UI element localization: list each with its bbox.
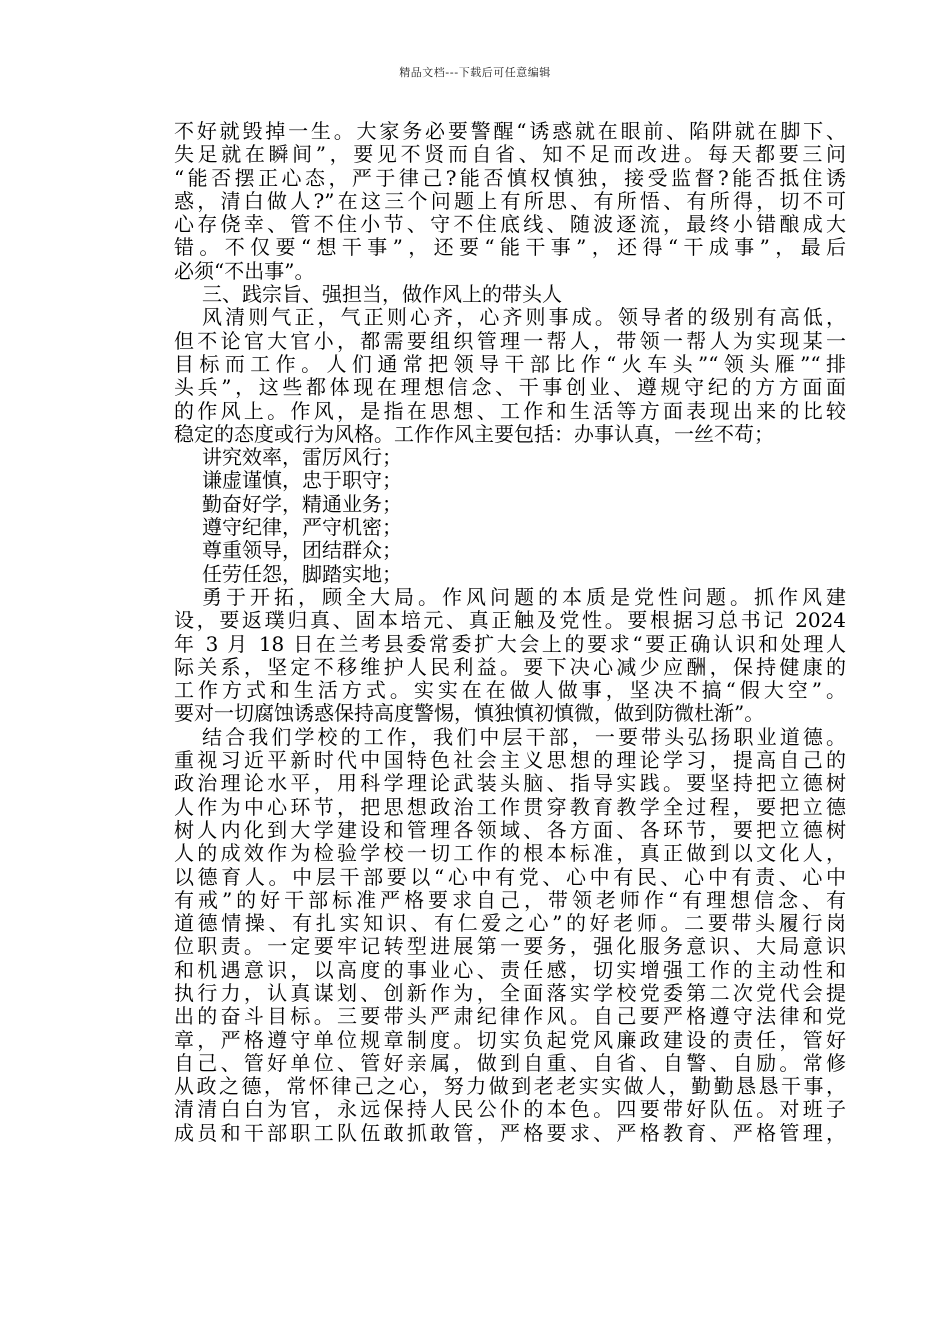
- text-line: 人的成效作为检验学校一切工作的根本标准，真正做到以文化人，: [174, 841, 846, 866]
- text-line: 风清则气正，气正则心齐，心齐则事成。领导者的级别有高低，: [202, 305, 846, 330]
- text-line: 结合我们学校的工作，我们中层干部，一要带头弘扬职业道德。: [202, 724, 846, 749]
- text-line: 的作风上。作风，是指在思想、工作和生活等方面表现出来的比较: [174, 398, 846, 423]
- text-line: 从政之德，常怀律己之心，努力做到老老实实做人，勤勤恳恳干事，: [174, 1074, 846, 1099]
- text-line: 错。不仅要“想干事”，还要“能干事”，还得“干成事”，最后: [174, 235, 846, 260]
- text-line: “能否摆正心态，严于律己?能否慎权慎独，接受监督?能否抵住诱: [174, 165, 846, 190]
- text-line: 政治理论水平，用科学理论武装头脑、指导实践。要坚持把立德树: [174, 771, 846, 796]
- document-body: [174, 120, 846, 1145]
- text-line: 年 3 月 18 日在兰考县委常委扩大会上的要求“要正确认识和处理人: [174, 631, 846, 656]
- text-line: 不好就毁掉一生。大家务必要警醒“诱惑就在眼前、陷阱就在脚下、: [174, 119, 846, 143]
- text-line: 稳定的态度或行为风格。工作作风主要包括：办事认真，一丝不苟；: [174, 421, 774, 446]
- text-line: 出的奋斗目标。三要带头严肃纪律作风。自己要严格遵守法律和党: [174, 1004, 846, 1029]
- text-line: 树人内化到大学建设和管理各领域、各方面、各环节，要把立德树: [174, 817, 846, 842]
- text-line: 章，严格遵守单位规章制度。切实负起党风廉政建设的责任，管好: [174, 1027, 846, 1052]
- text-line: 心存侥幸、管不住小节、守不住底线、随波逐流，最终小错酿成大: [174, 212, 846, 237]
- text-line: 自己、管好单位、管好亲属，做到自重、自省、自警、自励。常修: [174, 1050, 846, 1075]
- text-line: 位职责。一定要牢记转型进展第一要务，强化服务意识、大局意识: [174, 934, 846, 959]
- text-line: 和机遇意识，以高度的事业心、责任感，切实增强工作的主动性和: [174, 957, 846, 982]
- text-line: 人作为中心环节，把思想政治工作贯穿教育教学全过程，要把立德: [174, 794, 846, 819]
- text-line: 勤奋好学，精通业务；: [202, 491, 402, 516]
- text-line: 际关系，坚定不移维护人民利益。要下决心减少应酬，保持健康的: [174, 654, 846, 679]
- text-line: 要对一切腐蚀诱惑保持高度警惕，慎独慎初慎微，做到防微杜渐”。: [174, 701, 765, 726]
- text-line: 以德育人。中层干部要以“心中有党、心中有民、心中有责、心中: [174, 864, 846, 889]
- text-line: 工作方式和生活方式。实实在在做人做事，坚决不搞“假大空”。: [174, 678, 846, 703]
- page-header: 精品文档---下载后可任意编辑: [399, 66, 551, 79]
- text-line: 清清白白为官，永远保持人民公仆的本色。四要带好队伍。对班子: [174, 1097, 846, 1122]
- text-line: 设，要返璞归真、固本培元、真正触及党性。要根据习总书记 2024: [174, 608, 846, 633]
- text-line: 勇于开拓，顾全大局。作风问题的本质是党性问题。抓作风建: [202, 584, 846, 609]
- text-line: 道德情操、有扎实知识、有仁爱之心”的好老师。二要带头履行岗: [174, 911, 846, 936]
- text-line: 但不论官大官小，都需要组织管理一帮人，带领一帮人为实现某一: [174, 328, 846, 353]
- text-line: 头兵”，这些都体现在理想信念、干事创业、遵规守纪的方方面面: [174, 375, 846, 400]
- text-line: 目标而工作。人们通常把领导干部比作“火车头”“领头雁”“排: [174, 351, 846, 376]
- text-line: 三、践宗旨、强担当，做作风上的带头人: [202, 282, 562, 307]
- text-line: 失足就在瞬间”，要见不贤而自省、知不足而改进。每天都要三问: [174, 142, 846, 167]
- text-line: 任劳任怨，脚踏实地；: [202, 561, 402, 586]
- text-line: 讲究效率，雷厉风行；: [202, 445, 402, 470]
- text-line: 惑，清白做人?”在这三个问题上有所思、有所悟、有所得，切不可: [174, 188, 846, 213]
- text-line: 遵守纪律，严守机密；: [202, 515, 402, 540]
- text-line: 尊重领导，团结群众；: [202, 538, 402, 563]
- text-line: 谦虚谨慎，忠于职守；: [202, 468, 402, 493]
- text-line: 有戒”的好干部标准严格要求自己，带领老师作“有理想信念、有: [174, 887, 846, 912]
- text-line: 执行力，认真谋划、创新作为，全面落实学校党委第二次党代会提: [174, 980, 846, 1005]
- text-line: 重视习近平新时代中国特色社会主义思想的理论学习，提高自己的: [174, 748, 846, 773]
- text-line: 成员和干部职工队伍敢抓敢管，严格要求、严格教育、严格管理，: [174, 1120, 846, 1145]
- text-line: 必须“不出事”。: [174, 258, 315, 283]
